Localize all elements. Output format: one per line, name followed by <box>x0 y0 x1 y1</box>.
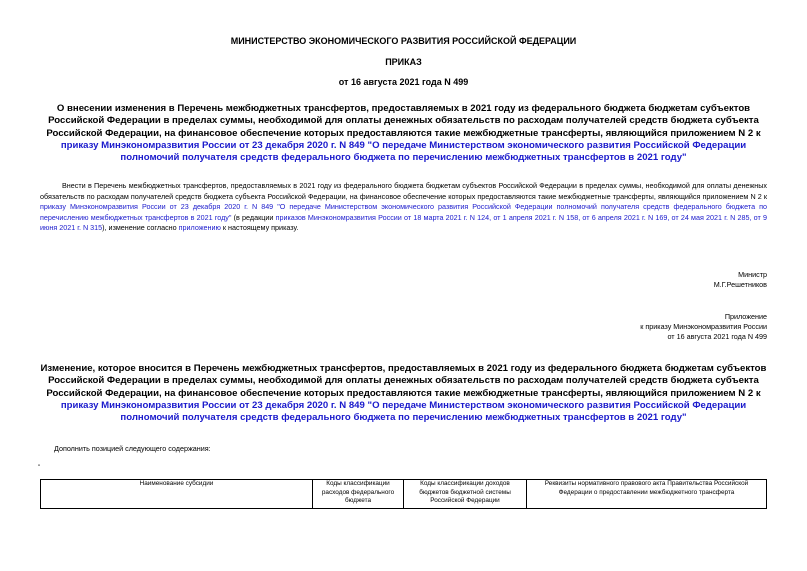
subsidy-table <box>40 479 767 509</box>
addition-text: Дополнить позицией следующего содержания: <box>54 444 211 453</box>
opening-quote: " <box>38 465 41 471</box>
body-text-4: к настоящему приказу. <box>220 223 299 232</box>
change-title-text: Изменение, которое вносится в Перечень межбюджетных трансфертов, предоставляемых в 2021 году из федерального бюджета бюджетам субъектов Российской Федерации в пределах суммы, необходимой для оплаты денежных обязательств по расходам получателей средств бюджета субъекта Российской Федерации, на финансовое обеспечение которых предоставляются такие межбюджетные трансферты, являющийся приложением N 2 к <box>40 363 767 399</box>
appendix-label: Приложение <box>724 312 767 321</box>
appendix-ref: к приказу Минэкономразвития России <box>640 321 767 331</box>
signature-name: М.Г.Решетников <box>713 279 767 289</box>
doc-date: от 16 августа 2021 года N 499 <box>338 77 469 87</box>
col-subsidy-name: Наименование субсидии <box>41 480 313 509</box>
col-legal-act: Реквизиты нормативного правового акта Правительства Российской Федерации о предоставлении межбюджетного трансферта <box>527 480 767 509</box>
change-title-link[interactable]: приказу Минэкономразвития России от 23 декабря 2020 г. N 849 "О передаче Министерством экономического развития Российской Федерации полномочий получателя средств федерального бюджета по перечислению межбюджетных трансфертов в 2021 году" <box>60 399 747 424</box>
signature-block <box>714 270 767 290</box>
order-title <box>40 103 767 164</box>
doc-type: ПРИКАЗ <box>385 57 422 67</box>
ministry-heading: МИНИСТЕРСТВО ЭКОНОМИЧЕСКОГО РАЗВИТИЯ РОССИЙСКОЙ ФЕДЕРАЦИИ <box>230 36 577 46</box>
order-title-text: О внесении изменения в Перечень межбюджетных трансфертов, предоставляемых в 2021 году из федерального бюджета бюджетам субъектов Российской Федерации в пределах суммы, необходимой для оплаты денежных обязательств по расходам получателей средств бюджета субъекта Российской Федерации, на финансовое обеспечение которых предоставляются такие межбюджетные трансферты, являющийся приложением N 2 к <box>46 103 761 139</box>
body-link-appendix[interactable]: приложению <box>178 223 221 232</box>
body-text-1: Внести в Перечень межбюджетных трансфертов, предоставляемых в 2021 году из федерального бюджета бюджетам субъектов Российской Федерации в пределах суммы, необходимой для оплаты денежных обязательств по расходам получателей средств бюджета субъекта Российской Федерации, на финансовое обеспечение которых предоставляются такие межбюджетные трансферты, являющийся приложением N 2 к <box>40 181 767 201</box>
col-revenue-codes: Коды классификации доходов бюджетов бюджетной системы Российской Федерации <box>404 480 527 509</box>
body-link-order-849[interactable]: приказу Минэкономразвития России от 23 декабря 2020 г. N 849 "О передаче Министерством экономического развития Российской Федерации полномочий получателя средств федерального бюджета по перечислению межбюджетных трансфертов в 2021 году" <box>40 202 767 222</box>
body-text-2: (в редакции <box>231 212 276 222</box>
table-header-row <box>41 480 767 509</box>
order-title-link[interactable]: приказу Минэкономразвития России от 23 декабря 2020 г. N 849 "О передаче Министерством экономического развития Российской Федерации полномочий получателя средств федерального бюджета по перечислению межбюджетных трансфертов в 2021 году" <box>60 139 747 164</box>
body-text-3: ), изменение согласно <box>102 223 179 232</box>
body-link-amendments[interactable]: приказов Минэкономразвития России от 18 марта 2021 г. N 124, от 1 апреля 2021 г. N 158, от 6 апреля 2021 г. N 169, от 24 мая 2021 г. N 285, от 9 июня 2021 г. N 315 <box>40 212 767 232</box>
order-body <box>40 181 767 234</box>
appendix-block <box>640 312 767 341</box>
change-title <box>40 363 767 424</box>
col-expense-codes: Коды классификации расходов федерального бюджета <box>313 480 404 509</box>
signature-position: Министр <box>738 270 767 279</box>
appendix-date: от 16 августа 2021 года N 499 <box>667 331 767 341</box>
